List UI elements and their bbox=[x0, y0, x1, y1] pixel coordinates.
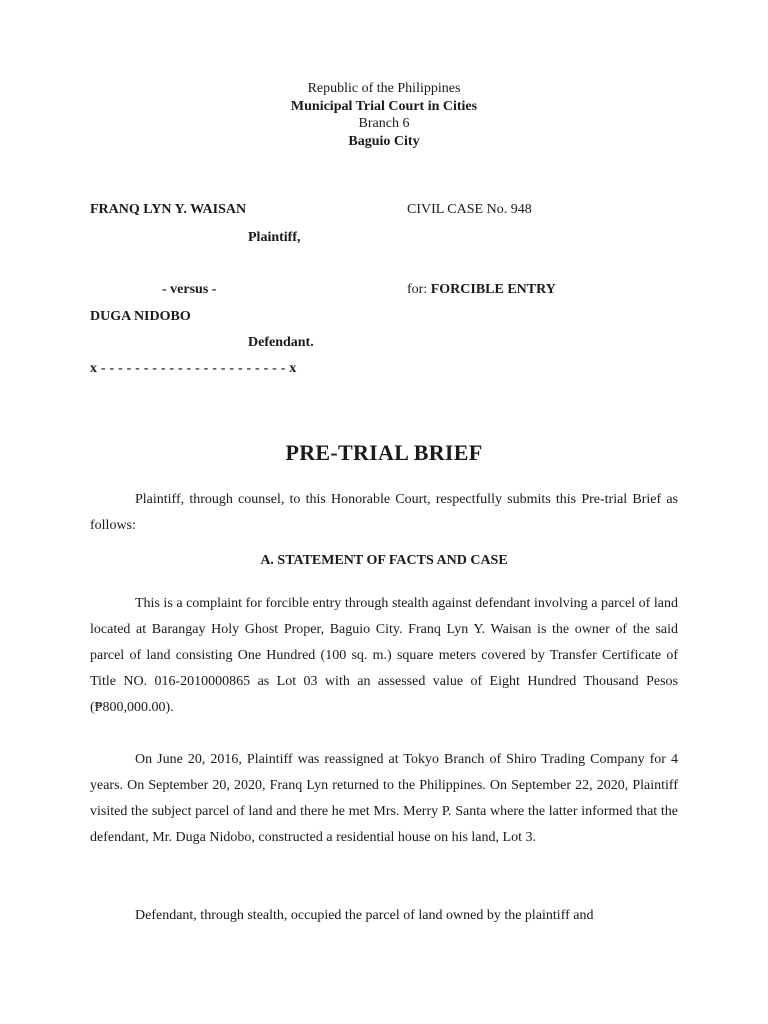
for-label: for: bbox=[407, 282, 428, 297]
header-court: Municipal Trial Court in Cities bbox=[290, 98, 478, 114]
section-heading-a: A. STATEMENT OF FACTS AND CASE bbox=[260, 553, 508, 568]
plaintiff-name: FRANQ LYN Y. WAISAN bbox=[90, 202, 247, 217]
defendant-role: Defendant. bbox=[248, 335, 314, 350]
facts-paragraph-3: Defendant, through stealth, occupied the parcel of land owned by the plaintiff and bbox=[135, 908, 594, 923]
header-branch: Branch 6 bbox=[358, 116, 410, 131]
facts-paragraph-1: This is a complaint for forcible entry through stealth against defendant involving a parcel of land located at Barangay Holy Ghost Proper, Baguio City. Franq Lyn Y. Waisan is the owner of the said parcel of land consisting One Hundred (100 sq. m.) square meters covered by Transfer Certificate of Title NO. 016-2010000865 as Lot 03 with an assessed value of Eight Hundred Thousand Pesos (₱800,000.00). bbox=[90, 596, 678, 715]
intro-paragraph: Plaintiff, through counsel, to this Honorable Court, respectfully submits this Pre-trial Brief as follows: bbox=[90, 492, 678, 533]
court-header bbox=[0, 80, 768, 150]
plaintiff-role: Plaintiff, bbox=[248, 230, 301, 245]
case-number: CIVIL CASE No. 948 bbox=[407, 202, 532, 217]
case-nature bbox=[407, 282, 556, 298]
facts-paragraph-2: On June 20, 2016, Plaintiff was reassigned at Tokyo Branch of Shiro Trading Company for 4 years. On September 20, 2020, Franq Lyn returned to the Philippines. On September 22, 2020, Plaintiff visited the subject parcel of land and there he met Mrs. Merry P. Santa where the latter informed that the defendant, Mr. Duga Nidobo, constructed a residential house on his land, Lot 3. bbox=[90, 752, 678, 845]
header-city: Baguio City bbox=[348, 133, 420, 149]
versus-label: - versus - bbox=[162, 282, 217, 297]
header-republic: Republic of the Philippines bbox=[307, 81, 461, 96]
for-value: FORCIBLE ENTRY bbox=[430, 282, 556, 297]
caption-separator: x - - - - - - - - - - - - - - - - - - - - - - x bbox=[90, 361, 297, 376]
document-title: PRE-TRIAL BRIEF bbox=[285, 440, 483, 465]
defendant-name: DUGA NIDOBO bbox=[90, 309, 191, 324]
